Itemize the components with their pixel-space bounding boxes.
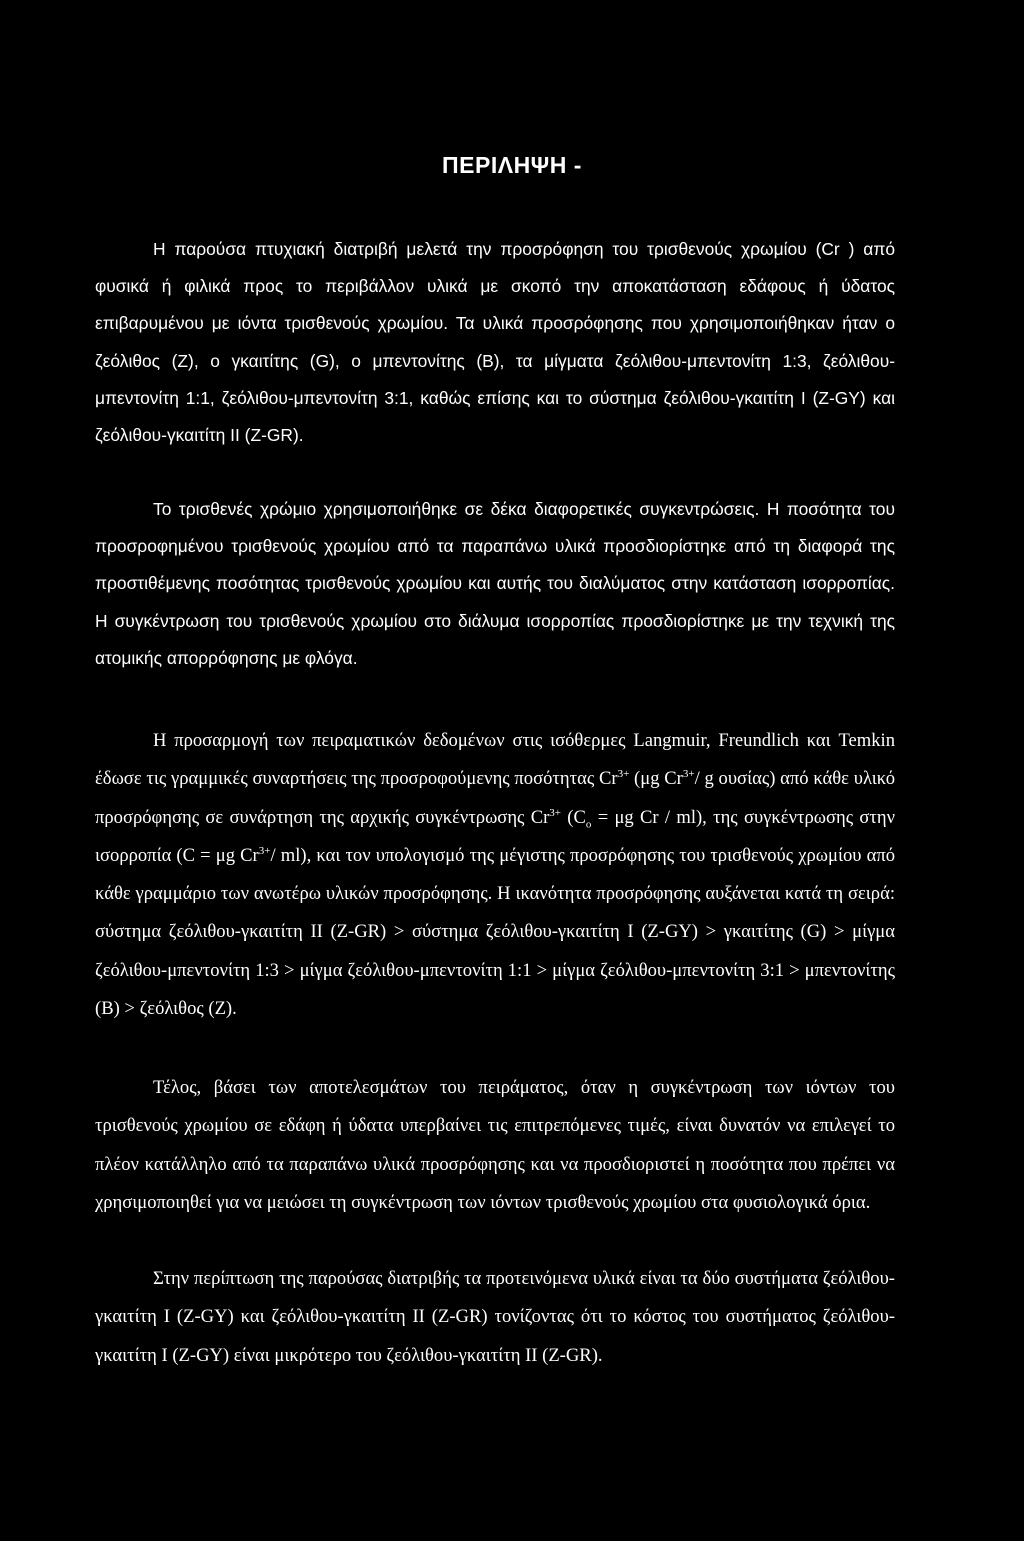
- paragraph-intro: Η παρούσα πτυχιακή διατριβή μελετά την προσρόφηση του τρισθενούς χρωμίου (Cr ) από φυσικά ή φιλικά προς το περιβάλλον υλικά με σκοπό την αποκατάσταση εδάφους ή ύδατος επιβαρυμένου με ιόντα τρισθενούς χρωμίου. Τα υλικά προσρόφησης που χρησιμοποιήθηκαν ήταν ο ζεόλιθος (Ζ), ο γκαιτίτης (G), ο μπεντονίτης (Β), τα μίγματα ζεόλιθου-μπεντονίτη 1:3, ζεόλιθου-μπεντονίτη 1:1, ζεόλιθου-μπεντονίτη 3:1, καθώς επίσης και το σύστημα ζεόλιθου-γκαιτίτη I (Z-GY) και ζεόλιθου-γκαιτίτη II (Z-GR).: [95, 239, 895, 446]
- isotherms-text-3: / g ουσίας) από κάθε υλικό προσρόφησης σε συνάρτηση της αρχικής συγκέντρωσης Cr: [95, 768, 896, 828]
- subscript-o: o: [585, 818, 592, 831]
- isotherms-text-5: = μg Cr / ml), της συγκέντρωσης στην ισορροπία (C = μg Cr: [95, 806, 895, 866]
- isotherms-text-1: Η προσαρμογή των πειραματικών δεδομένων στις ισόθερμες Langmuir, Freundlich και Temkin έδωσε τις γραμμικές συναρτήσεις της προσροφούμενης ποσότητας Cr: [95, 730, 895, 790]
- page-title: ΠΕΡΙΛΗΨΗ -: [442, 152, 582, 178]
- isotherms-text-4: (C: [561, 806, 586, 828]
- paragraph-method: Το τρισθενές χρώμιο χρησιμοποιήθηκε σε δέκα διαφορετικές συγκεντρώσεις. Η ποσότητα του προσροφημένου τρισθενούς χρωμίου από τα παραπάνω υλικά προσδιορίστηκε από τη διαφορά της προστιθέμενης ποσότητας τρισθενούς χρωμίου και αυτής του διαλύματος στην κατάσταση ισορροπίας. Η συγκέντρωση του τρισθενούς χρωμίου στο διάλυμα ισορροπίας προσδιορίστηκε με την τεχνική της ατομικής απορρόφησης με φλόγα.: [95, 499, 895, 668]
- superscript-3plus: 3+: [549, 806, 562, 819]
- isotherms-text-6: / ml), και τον υπολογισμό της μέγιστης προσρόφησης του τρισθενούς χρωμίου από κάθε γραμμάριο των ανωτέρω υλικών προσρόφησης. Η ικανότητα προσρόφησης αυξάνεται κατά τη σειρά: σύστημα ζεόλιθου-γκαιτίτη II (Z-GR) > σύστημα ζεόλιθου-γκαιτίτη I (Z-GY) > γκαιτίτης (G) > μίγμα ζεόλιθου-μπεντονίτη 1:3 > μίγμα ζεόλιθου-μπεντονίτη 1:1 > μίγμα ζεόλιθου-μπεντονίτη 3:1 > μπεντονίτης (Β) > ζεόλιθος (Ζ).: [95, 844, 896, 1020]
- superscript-3plus: 3+: [617, 768, 630, 781]
- superscript-3plus: 3+: [682, 768, 695, 781]
- paragraph-proposal: Στην περίπτωση της παρούσας διατριβής τα προτεινόμενα υλικά είναι τα δύο συστήματα ζεόλιθου-γκαιτίτη I (Z-GY) και ζεόλιθου-γκαιτίτη II (Z-GR) τονίζοντας ότι το κόστος του συστήματος ζεόλιθου-γκαιτίτη I (Z-GY) είναι μικρότερο του ζεόλιθου-γκαιτίτη II (Z-GR).: [95, 1268, 895, 1366]
- paragraph-conclusion: Τέλος, βάσει των αποτελεσμάτων του πειράματος, όταν η συγκέντρωση των ιόντων του τρισθενούς χρωμίου σε εδάφη ή ύδατα υπερβαίνει τις επιτρεπόμενες τιμές, είναι δυνατόν να επιλεγεί το πλέον κατάλληλο από τα παραπάνω υλικά προσρόφησης και να προσδιοριστεί η ποσότητα που πρέπει να χρησιμοποιηθεί για να μειώσει τη συγκέντρωση των ιόντων τρισθενούς χρωμίου στα φυσιολογικά όρια.: [95, 1077, 895, 1213]
- superscript-3plus: 3+: [258, 844, 271, 857]
- isotherms-text-2: (μg Cr: [629, 768, 683, 790]
- paragraph-isotherms: [95, 722, 895, 1028]
